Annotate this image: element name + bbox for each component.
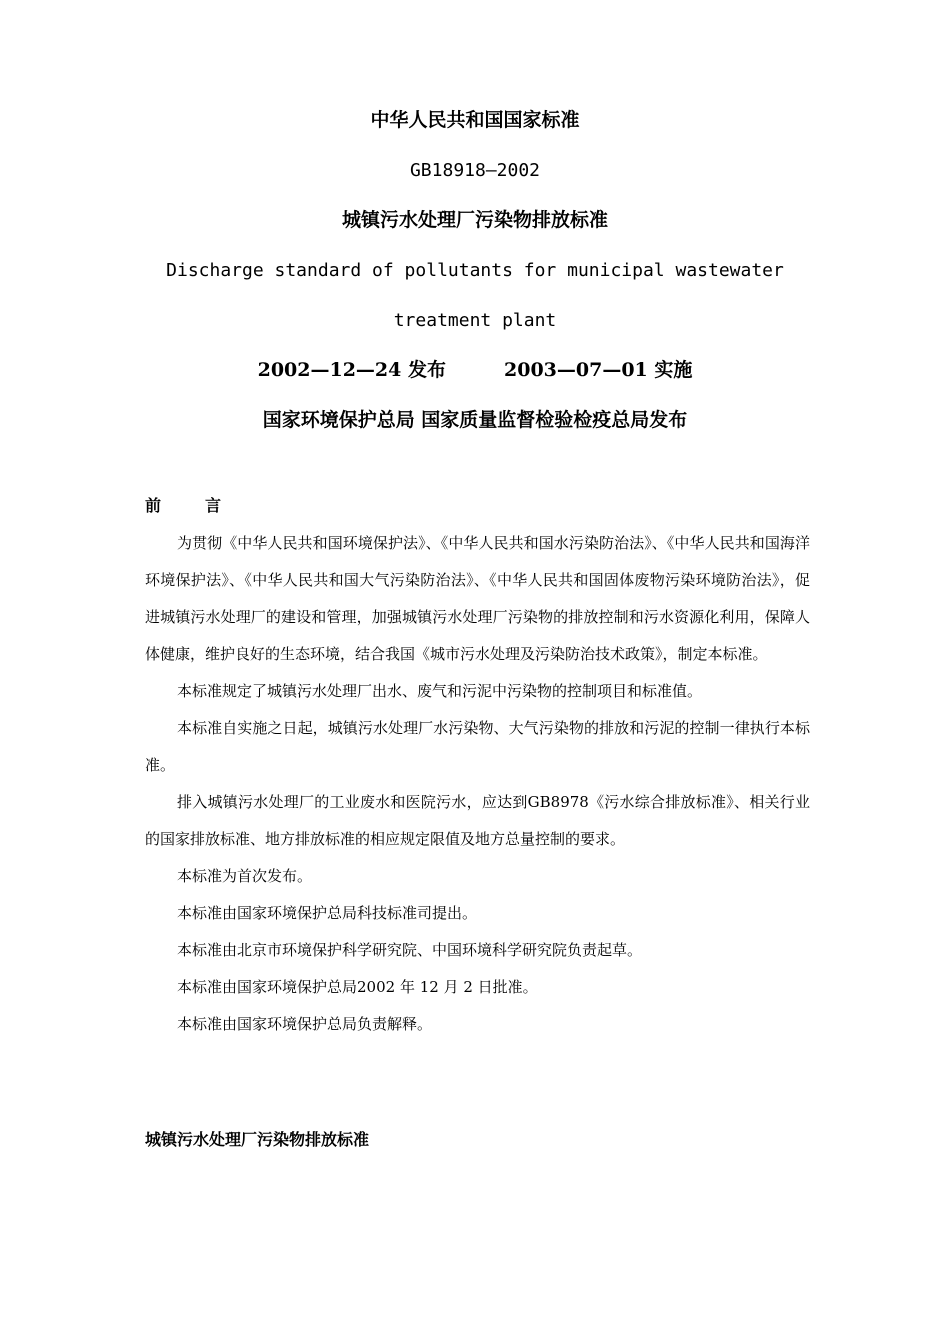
dates-line	[0, 356, 950, 384]
preface-paragraph-2: 本标准规定了城镇污水处理厂出水、废气和污泥中污染物的控制项目和标准值。	[177, 682, 703, 700]
preface-paragraph-6: 本标准由国家环境保护总局科技标准司提出。	[177, 904, 478, 922]
issue-date: 2002—12—24 发布	[257, 359, 446, 381]
effective-date: 2003—07—01 实施	[504, 359, 693, 381]
national-standard-title: 中华人民共和国国家标准	[370, 109, 580, 131]
publishers: 国家环境保护总局 国家质量监督检验检疫总局发布	[262, 409, 688, 431]
preface-paragraph-3: 本标准自实施之日起，城镇污水处理厂水污染物、大气污染物的排放和污泥的控制一律执行本标准。	[145, 719, 810, 774]
preface-paragraph-4: 排入城镇污水处理厂的工业废水和医院污水，应达到GB8978《污水综合排放标准》、相关行业的国家排放标准、地方排放标准的相应规定限值及地方总量控制的要求。	[145, 793, 810, 848]
standard-title-en-line2: treatment plant	[393, 310, 557, 331]
standard-title-en-line1: Discharge standard of pollutants for municipal wastewater	[166, 260, 784, 281]
preface-paragraph-1: 为贯彻《中华人民共和国环境保护法》、《中华人民共和国水污染防治法》、《中华人民共和国海洋环境保护法》、《中华人民共和国大气污染防治法》、《中华人民共和国固体废物污染环境防治法》，促进城镇污水处理厂的建设和管理，加强城镇污水处理厂污染物的排放控制和污水资源化利用，保障人体健康，维护良好的生态环境，结合我国《城市污水处理及污染防治技术政策》，制定本标准。	[145, 534, 810, 663]
preface-paragraph-8: 本标准由国家环境保护总局2002 年 12 月 2 日批准。	[177, 978, 538, 996]
preface-paragraph-5: 本标准为首次发布。	[177, 867, 313, 885]
preface-paragraph-7: 本标准由北京市环境保护科学研究院、中国环境科学研究院负责起草。	[177, 941, 643, 959]
standard-title-cn: 城镇污水处理厂污染物排放标准	[341, 209, 608, 231]
preface-heading: 前言	[145, 496, 266, 515]
preface-body	[145, 525, 810, 1043]
section-title: 城镇污水处理厂污染物排放标准	[145, 1130, 370, 1149]
standard-code: GB18918—2002	[409, 160, 541, 181]
preface-paragraph-9: 本标准由国家环境保护总局负责解释。	[177, 1015, 433, 1033]
